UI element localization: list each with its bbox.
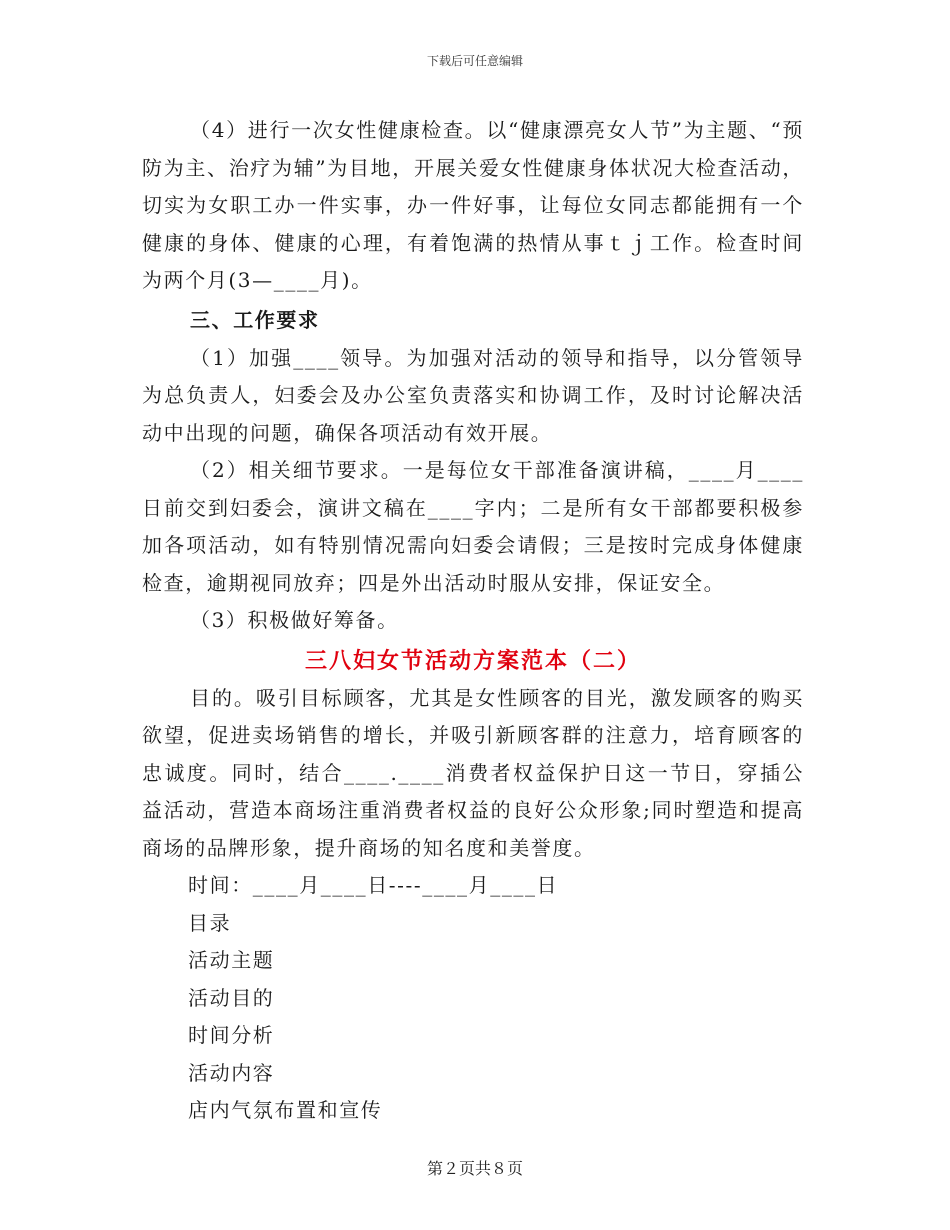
paragraph-purpose: 目的。吸引目标顾客，尤其是女性顾客的目光，激发顾客的购买欲望，促进卖场销售的增长，并吸引新顾客群的注意力，培育顾客的忠诚度。同时，结合____.____消费者权益保护日这一节日，穿插公益活动，营造本商场注重消费者权益的良好公众形象;同时塑造和提高商场的品牌形象，提升商场的知名度和美誉度。 — [142, 685, 804, 860]
paragraph-requirement-1: （1）加强____领导。为加强对活动的领导和指导，以分管领导为总负责人，妇委会及办公室负责落实和协调工作，及时讨论解决活动中出现的问题，确保各项活动有效开展。 — [142, 345, 804, 445]
toc-item: 时间分析 — [188, 1023, 275, 1047]
time-line: 时间：____月____日----____月____日 — [188, 873, 559, 897]
paragraph-requirement-3: （3）积极做好筹备。 — [190, 608, 399, 632]
toc-item: 店内气氛布置和宣传 — [188, 1098, 383, 1122]
toc-item: 活动主题 — [188, 948, 275, 972]
toc-item: 活动内容 — [188, 1060, 275, 1085]
section-heading-work-requirements: 三、工作要求 — [190, 307, 320, 332]
page-footer-page-number: 第２页共８页 — [426, 1159, 523, 1178]
toc-item: 活动目的 — [188, 985, 275, 1010]
paragraph-requirement-2: （2）相关细节要求。一是每位女干部准备演讲稿，____月____日前交到妇委会，演讲文稿在____字内；二是所有女干部都要积极参加各项活动，如有特别情况需向妇委会请假；三是按时完成身体健康检查，逾期视同放弃；四是外出活动时服从安排，保证安全。 — [142, 458, 804, 595]
page-header-note: 下载后可任意编辑 — [426, 54, 523, 68]
toc-item: 目录 — [188, 910, 232, 935]
document-title: 三八妇女节活动方案范本（二） — [304, 647, 641, 674]
paragraph-health-check: （4）进行一次女性健康检查。以“健康漂亮女人节”为主题、“预防为主、治疗为辅”为目地，开展关爱女性健康身体状况大检查活动，切实为女职工办一件实事，办一件好事，让每位女同志都能拥有一个健康的身体、健康的心理，有着饱满的热情从事ｔｊ工作。检查时间为两个月(3—____月)。 — [142, 118, 804, 292]
document-body — [142, 112, 804, 1130]
